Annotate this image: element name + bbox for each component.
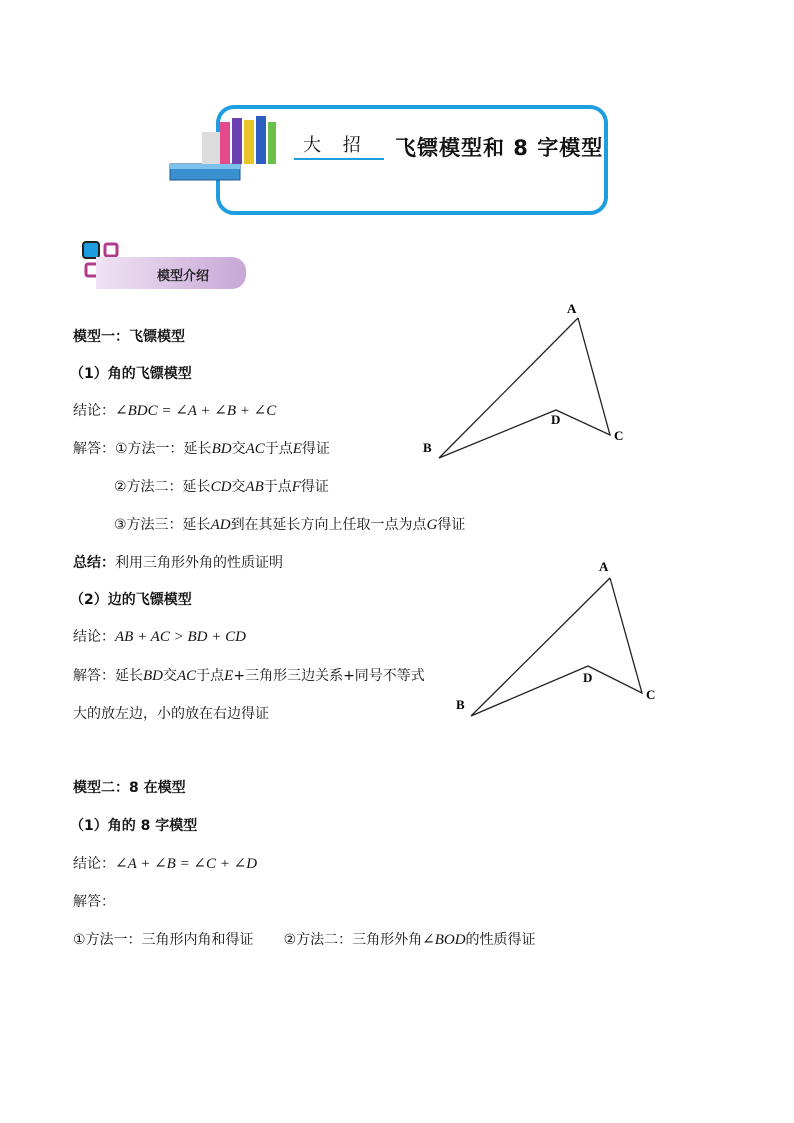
model1-title: 模型一：飞镖模型 — [73, 329, 185, 345]
model2-answer-label: 解答： — [73, 894, 115, 910]
model1-part1-title: （1）角的飞镖模型 — [70, 366, 192, 382]
vertex-label-a: A — [599, 559, 609, 574]
dart-outline — [439, 318, 610, 458]
model2-title: 模型二：8 在模型 — [73, 780, 186, 796]
vertex-label-a: A — [567, 301, 577, 316]
dart-outline — [471, 578, 642, 716]
model1-summary: 总结：利用三角形外角的性质证明 — [73, 555, 283, 571]
model2-conclusion: 结论：∠A + ∠B = ∠C + ∠D — [73, 856, 258, 872]
books-icon — [162, 112, 292, 190]
model1-part2-title: （2）边的飞镖模型 — [70, 592, 192, 608]
dart-figure-angle — [420, 298, 630, 468]
model1-part2-conclusion: 结论：AB + AC > BD + CD — [73, 629, 246, 645]
vertex-label-d: D — [551, 412, 561, 427]
vertex-label-d: D — [583, 670, 593, 685]
model1-method2: ②方法二：延长CD交AB于点F得证 — [114, 479, 329, 495]
model1-method3: ③方法三：延长AD到在其延长方向上任取一点为点G得证 — [114, 517, 466, 533]
model1-part2-answer: 解答：延长BD交AC于点E+三角形三边关系+同号不等式 — [73, 668, 425, 684]
vertex-label-c: C — [614, 428, 624, 443]
vertex-label-b: B — [423, 440, 432, 455]
dart-figure-side — [452, 556, 662, 721]
page-title: 飞镖模型和 8 字模型 — [395, 136, 604, 160]
model1-method1: 解答：①方法一：延长BD交AC于点E得证 — [73, 441, 330, 457]
model2-part1-title: （1）角的 8 字模型 — [70, 818, 198, 834]
section-tag-label: 模型介绍 — [157, 269, 210, 284]
model1-part2-answer-line2: 大的放左边，小的放在右边得证 — [73, 706, 269, 722]
vertex-label-b: B — [456, 697, 465, 712]
model1-conclusion: 结论：∠BDC = ∠A + ∠B + ∠C — [73, 403, 277, 419]
model2-methods: ①方法一：三角形内角和得证 ②方法二：三角形外角∠BOD的性质得证 — [73, 932, 536, 948]
banner-tag: 大 招 — [303, 135, 369, 156]
vertex-label-c: C — [646, 687, 656, 702]
